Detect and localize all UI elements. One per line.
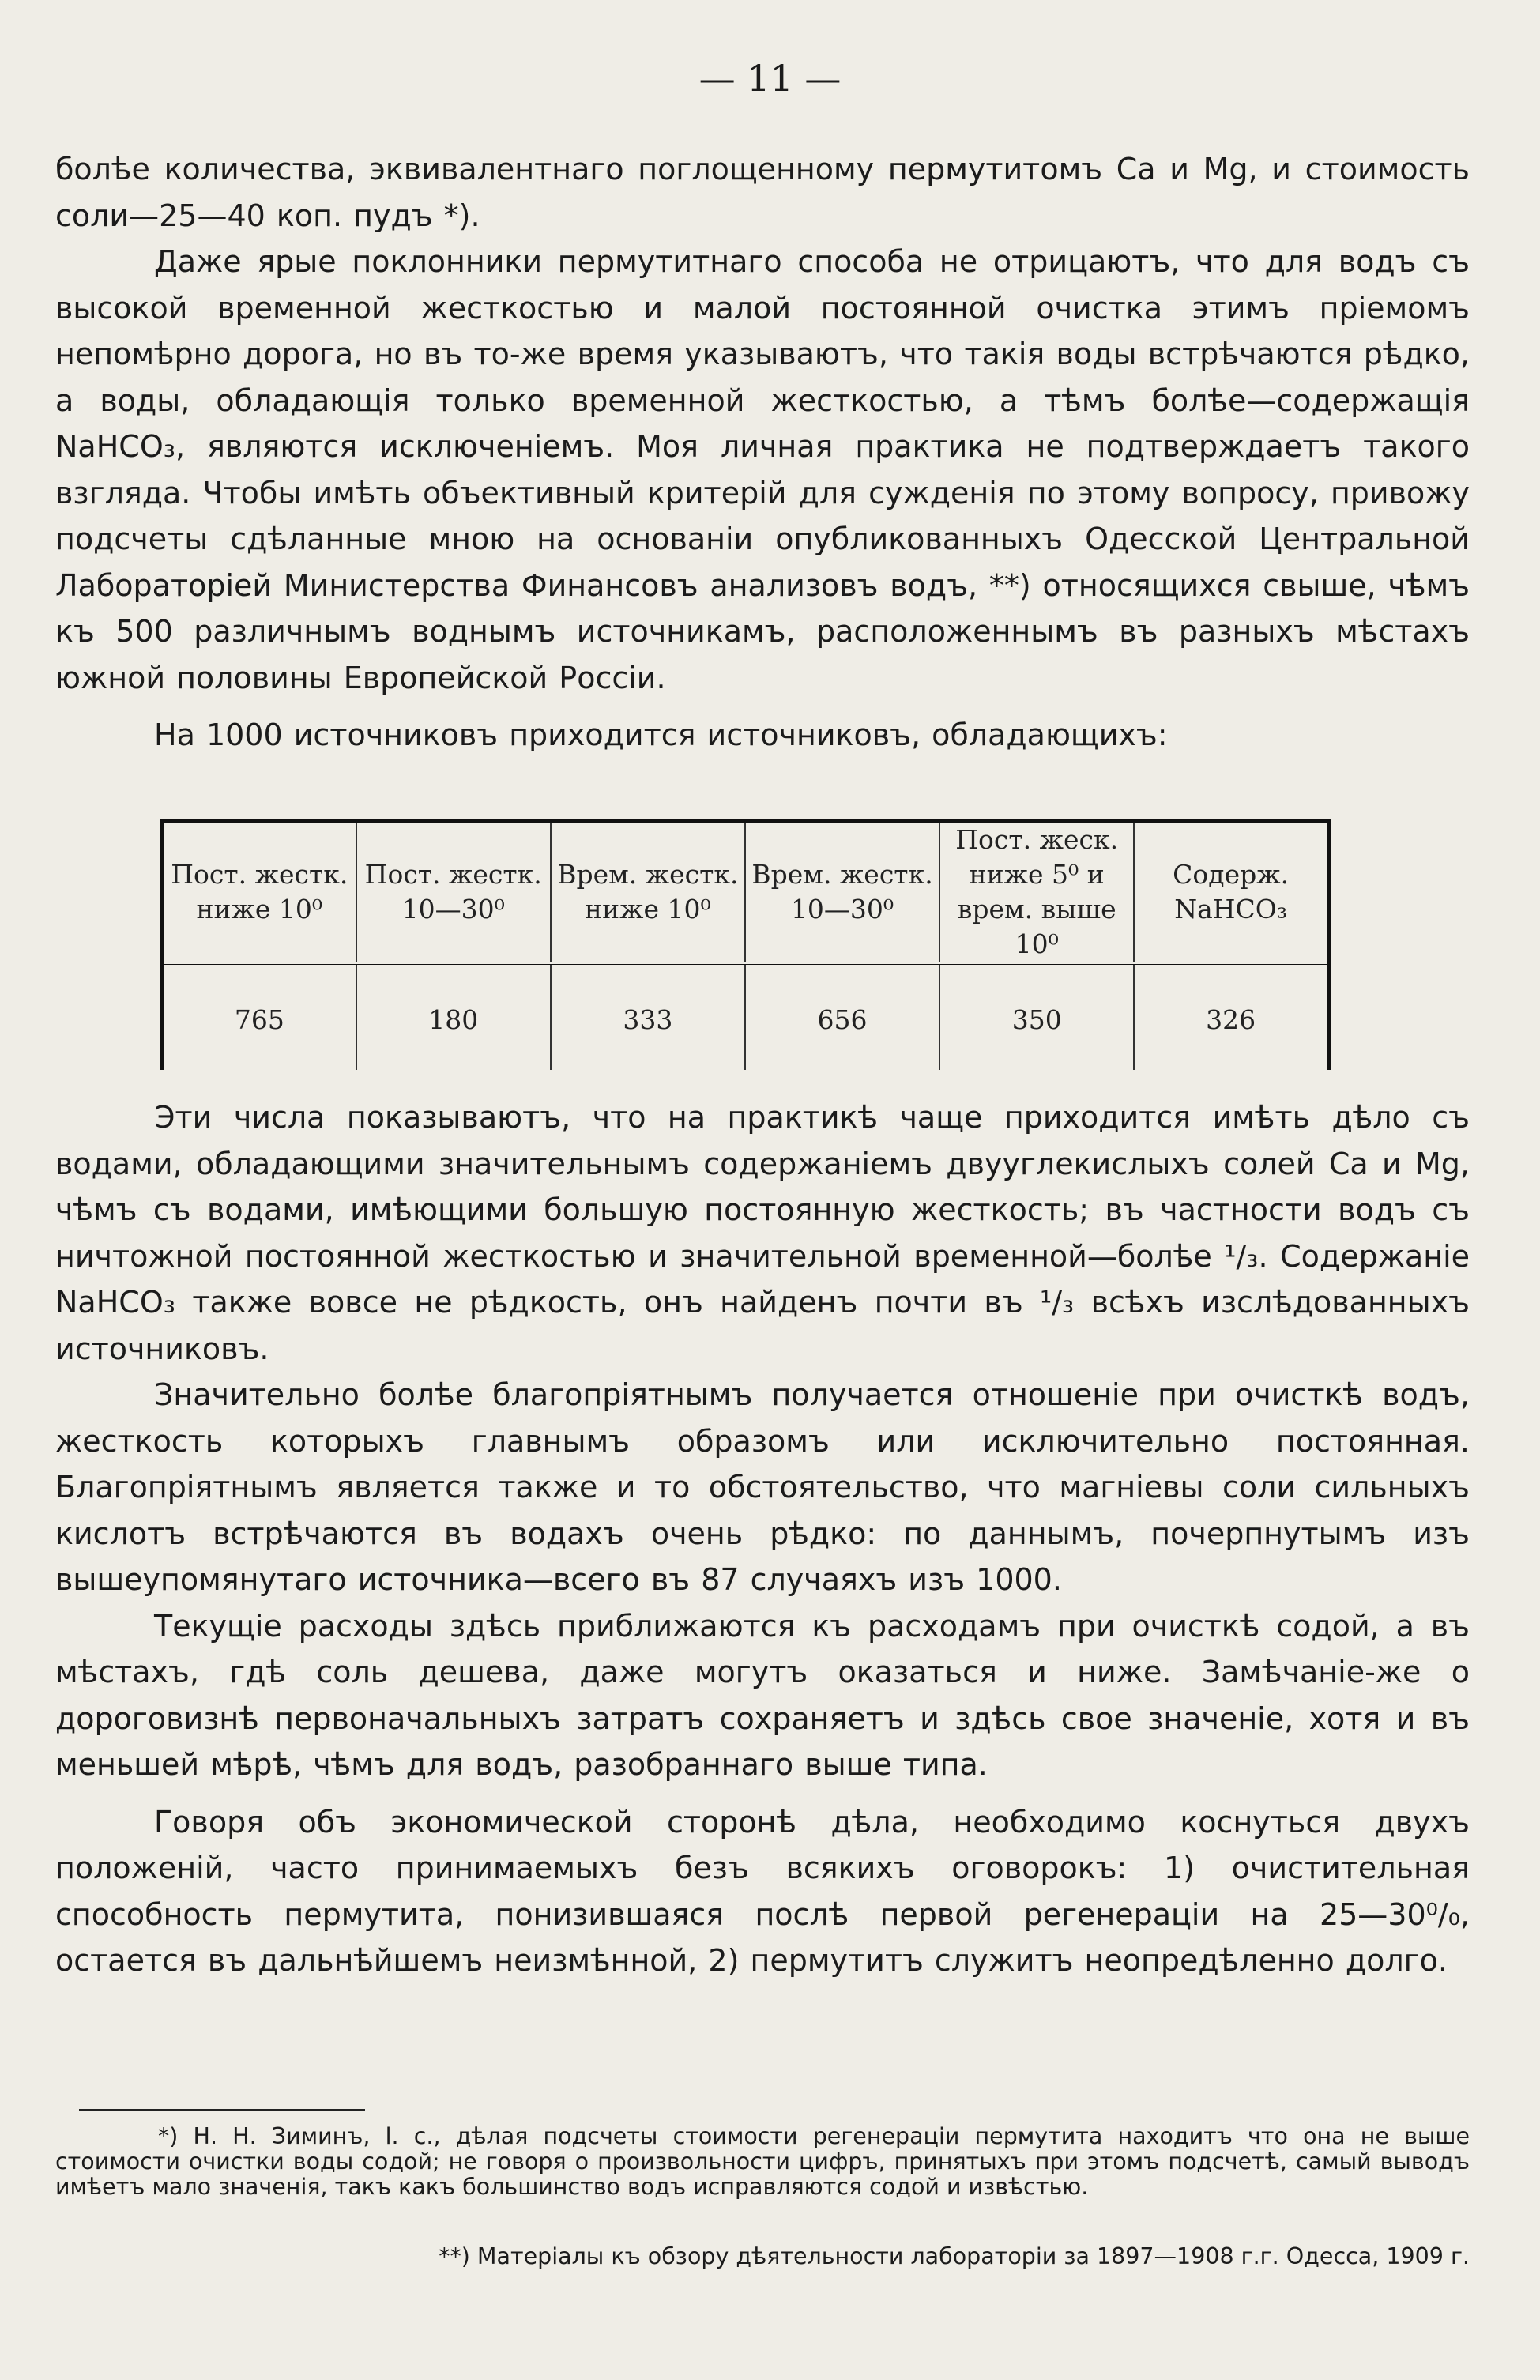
paragraph-1: болѣе количества, эквивалентнаго поглощенному пермутитомъ Ca и Mg, и стоимость соли—25—40 коп. пудъ *). — [55, 152, 1470, 233]
table-row — [162, 963, 1329, 1070]
footnote-2: **) Матеріалы къ обзору дѣятельности лабораторіи за 1897—1908 г.г. Одесса, 1909 г. — [439, 2243, 1470, 2269]
footnote-divider — [79, 2109, 365, 2111]
table-cell: 656 — [745, 963, 939, 1070]
table-header-cell: Врем. жестк. 10—30⁰ — [745, 821, 939, 964]
text-block-top — [55, 146, 1470, 759]
page-number: — 11 — — [698, 57, 842, 100]
table-cell: 350 — [939, 963, 1134, 1070]
paragraph-6: Говоря объ экономической сторонѣ дѣла, необходимо коснуться двухъ положеній, часто принимаемыхъ безъ всякихъ оговорокъ: 1) очистительная способность пермутита, понизившаяся послѣ первой регенераціи на 25—30⁰/₀, остается въ дальнѣйшемъ неизмѣнной, 2) пермутитъ служитъ неопредѣленно долго. — [55, 1804, 1470, 1978]
data-table — [160, 819, 1331, 1070]
table-header-cell: Содерж. NaHCO₃ — [1134, 821, 1328, 964]
table-cell: 180 — [356, 963, 551, 1070]
table-header-row — [162, 821, 1329, 964]
table-header-cell: Врем. жестк. ниже 10⁰ — [551, 821, 745, 964]
table-header-cell: Пост. жестк. 10—30⁰ — [356, 821, 551, 964]
table-intro: На 1000 источниковъ приходится источниковъ, обладающихъ: — [154, 717, 1168, 752]
paragraph-3: Эти числа показываютъ, что на практикѣ чаще приходится имѣть дѣло съ водами, обладающими значительнымъ содержаніемъ двууглекислыхъ солей Ca и Mg, чѣмъ съ водами, имѣющими большую постоянную жесткость; въ частности водъ съ ничтожной постоянной жесткостью и значительной временной—болѣе ¹/₃. Содержаніе NaHCO₃ также вовсе не рѣдкость, онъ найденъ почти въ ¹/₃ всѣхъ изслѣдованныхъ источниковъ. — [55, 1100, 1470, 1366]
table-cell: 333 — [551, 963, 745, 1070]
table-header-cell: Пост. жеск. ниже 5⁰ и врем. выше 10⁰ — [939, 821, 1134, 964]
table-header-cell: Пост. жестк. ниже 10⁰ — [162, 821, 356, 964]
text-block-bottom — [55, 1094, 1470, 1984]
table-cell: 326 — [1134, 963, 1328, 1070]
table-cell: 765 — [162, 963, 356, 1070]
paragraph-4: Значительно болѣе благопріятнымъ получается отношеніе при очисткѣ водъ, жесткость которыхъ главнымъ образомъ или исключительно постоянная. Благопріятнымъ является также и то обстоятельство, что магніевы соли сильныхъ кислотъ встрѣчаются въ водахъ очень рѣдко: по даннымъ, почерпнутымъ изъ вышеупомянутаго источника—всего въ 87 случаяхъ изъ 1000. — [55, 1377, 1470, 1597]
footnote-1: *) Н. Н. Зиминъ, l. c., дѣлая подсчеты стоимости регенераціи пермутита находитъ что она не выше стоимости очистки воды содой; не говоря о произвольности цифръ, принятыхъ при этомъ подсчетѣ, самый выводъ имѣетъ мало значенія, такъ какъ большинство водъ исправляются содой и извѣстью. — [55, 2123, 1470, 2200]
paragraph-5: Текущіе расходы здѣсь приближаются къ расходамъ при очисткѣ содой, а въ мѣстахъ, гдѣ соль дешева, даже могутъ оказаться и ниже. Замѣчаніе-же о дороговизнѣ первоначальныхъ затратъ сохраняетъ и здѣсь свое значеніе, хотя и въ меньшей мѣрѣ, чѣмъ для водъ, разобраннаго выше типа. — [55, 1608, 1470, 1782]
paragraph-2: Даже ярые поклонники пермутитнаго способа не отрицаютъ, что для водъ съ высокой временной жесткостью и малой постоянной очистка этимъ пріемомъ непомѣрно дорога, но въ то-же время указываютъ, что такія воды встрѣчаются рѣдко, а воды, обладающія только временной жесткостью, а тѣмъ болѣе—содержащія NaHCO₃, являются исключеніемъ. Моя личная практика не подтверждаетъ такого взгляда. Чтобы имѣть объективный критерій для сужденія по этому вопросу, привожу подсчеты сдѣланные мною на основаніи опубликованныхъ Одесской Центральной Лабораторіей Министерства Финансовъ анализовъ водъ, **) относящихся свыше, чѣмъ къ 500 различнымъ воднымъ источникамъ, расположеннымъ въ разныхъ мѣстахъ южной половины Европейской Россіи. — [55, 244, 1470, 695]
